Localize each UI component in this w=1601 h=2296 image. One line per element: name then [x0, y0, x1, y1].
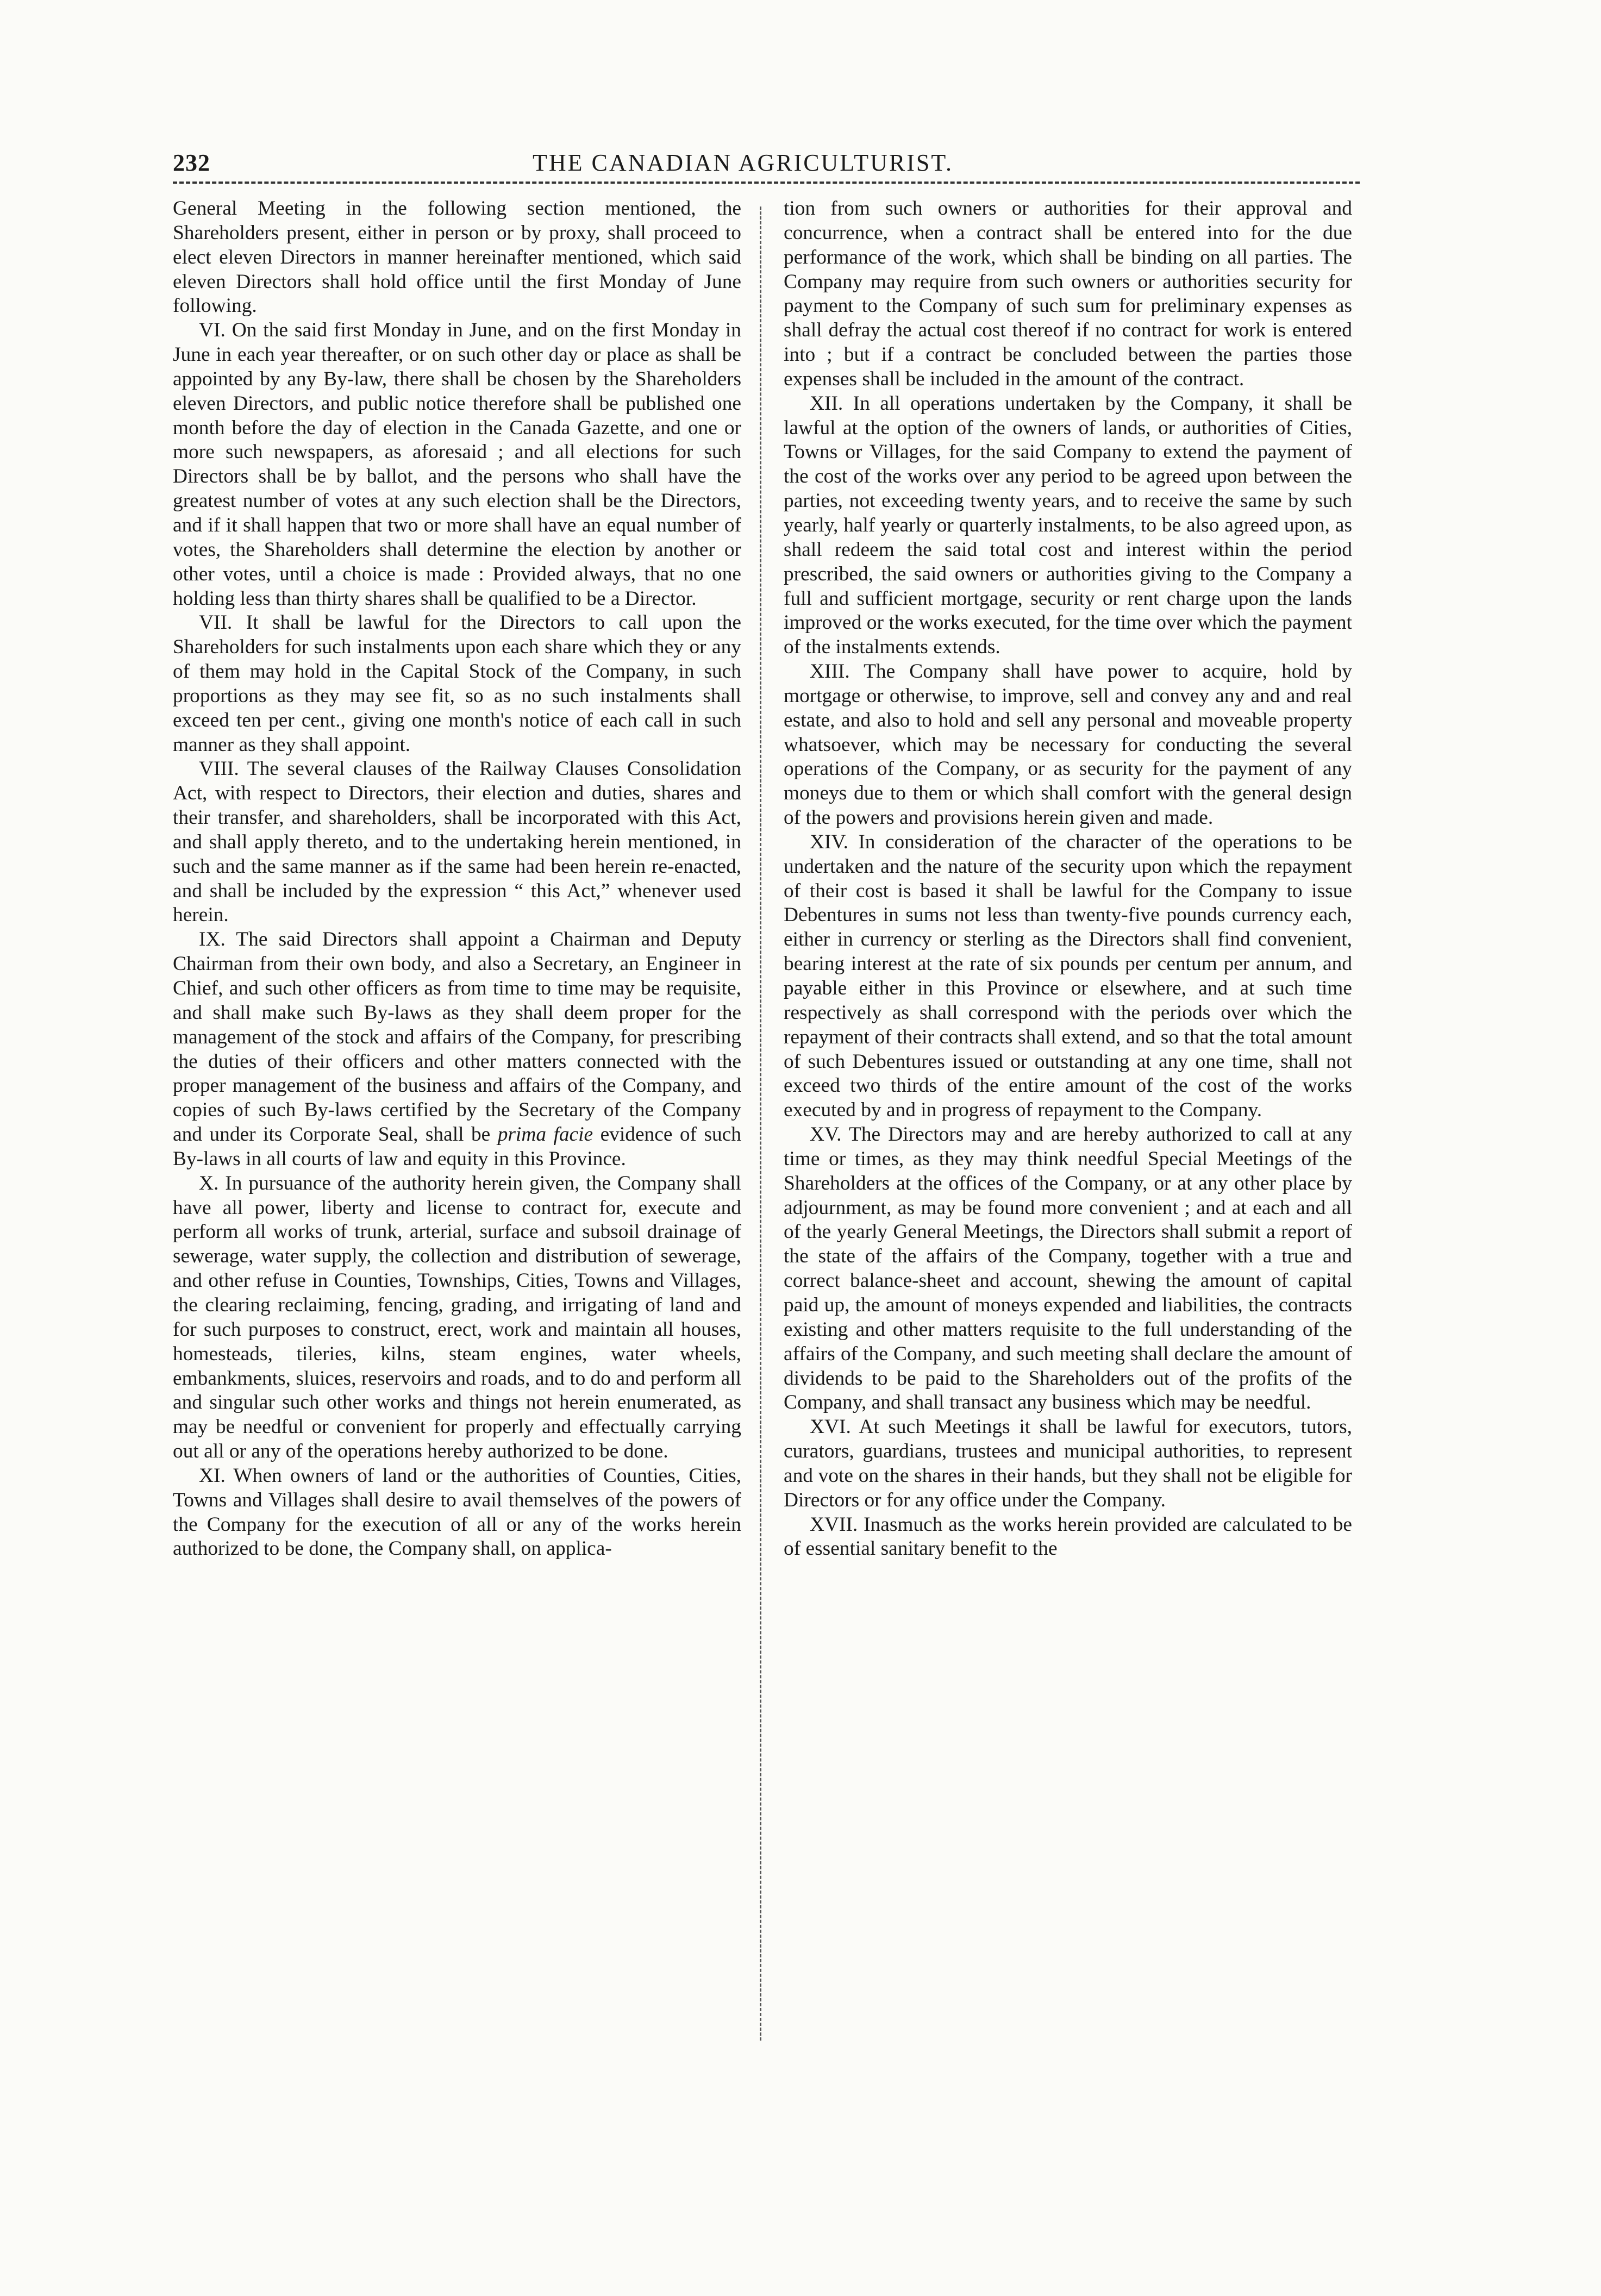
- paragraph-section-xvi: XVI. At such Meetings it shall be lawful for executors, tutors, curators, guardians, trustees and municipal authorities, to represent and vote on the shares in their hands, but they shall not be eligible for Directors or for any office under the Company.: [784, 1416, 1352, 1511]
- paragraph-section-xiv: XIV. In consideration of the character of the operations to be undertaken and the nature of the security upon which the repayment of their cost is based it shall be lawful for the Company to issue Debentures in sums not less than twenty-five pounds currency each, either in currency or sterling as the Directors shall find convenient, bearing interest at the rate of six pounds per centum per annum, and payable either in this Province or elsewhere, and at such time respectively as shall correspond with the periods over which the repayment of their contracts shall extend, and so that the total amount of such Debentures issued or outstanding at any one time, shall not exceed two thirds of the entire amount of the cost of the works executed by and in progress of repayment to the Company.: [784, 830, 1352, 1122]
- paragraph-section-xii: XII. In all operations undertaken by the Company, it shall be lawful at the option of the owners of lands, or authorities of Cities, Towns or Villages, for the said Company to extend the payment of the cost of the works over any period to be agreed upon between the parties, not exceeding twenty years, and to receive the same by such yearly, half yearly or quarterly instalments, to be also agreed upon, as shall redeem the said total cost and interest within the period prescribed, the said owners or authorities giving to the Company a full and sufficient mortgage, security or rent charge upon the lands improved or the works executed, for the time over which the payment of the instalments extends.: [784, 392, 1352, 659]
- column-divider: [760, 207, 761, 2041]
- paragraph-section-ix: IX. The said Directors shall appoint a Chairman and Deputy Chairman from their own body, and also a Secretary, an Engineer in Chief, and such other officers as from time to time may be requisite, and shall make such By-laws as they shall deem proper for the management of the stock and affairs of the Company, for prescribing the duties of their officers and other matters connected with the proper management of the business and affairs of the Company, and copies of such By-laws certified by the Secretary of the Company and under its Corporate Seal, shall be prima facie evidence of such By-laws in all courts of law and equity in this Province.: [173, 928, 741, 1170]
- paragraph-section-vi: VI. On the said first Monday in June, and on the first Monday in June in each year thereafter, or on such other day or place as shall be appointed by any By-law, there shall be chosen by the Shareholders eleven Directors, and public notice therefore shall be published one month before the day of election in the Canada Gazette, and one or more such newspapers, as aforesaid ; and all elections for such Directors shall be by ballot, and the persons who shall have the greatest number of votes at any such election shall be the Directors, and if it shall happen that two or more shall have an equal number of votes, the Shareholders shall determine the election by another or other votes, until a choice is made : Provided always, that no one holding less than thirty shares shall be qualified to be a Director.: [173, 319, 741, 610]
- right-column: [784, 197, 1352, 2044]
- paragraph-section-vii: VII. It shall be lawful for the Directors to call upon the Shareholders for such instalments upon each share which they or any of them may hold in the Capital Stock of the Company, in such proportions as they may see fit, so as no such instalments shall exceed ten per cent., giving one month's notice of each call in such manner as they shall appoint.: [173, 611, 741, 756]
- left-column: [173, 197, 741, 2044]
- paragraph-continuation: General Meeting in the following section mentioned, the Shareholders present, either in person or by proxy, shall proceed to elect eleven Directors in manner hereinafter mentioned, which said eleven Directors shall hold office until the first Monday of June following.: [173, 197, 741, 317]
- paragraph-section-xvii: XVII. Inasmuch as the works herein provided are calculated to be of essential sanitary benefit to the: [784, 1513, 1352, 1560]
- running-title: THE CANADIAN AGRICULTURIST.: [533, 149, 953, 176]
- paragraph-section-x: X. In pursuance of the authority herein given, the Company shall have all power, liberty and license to contract for, execute and perform all works of trunk, arterial, surface and subsoil drainage of sewerage, water supply, the collection and distribution of sewerage, and other refuse in Counties, Townships, Cities, Towns and Villages, the clearing reclaiming, fencing, grading, and irrigating of land and for such purposes to construct, erect, work and maintain all houses, homesteads, tileries, kilns, steam engines, water wheels, embankments, sluices, reservoirs and roads, and to do and perform all and singular such other works and things not herein enumerated, as may be needful or convenient for properly and effectually carrying out all or any of the operations hereby authorized to be done.: [173, 1172, 741, 1463]
- paragraph-continuation-xi: tion from such owners or authorities for their approval and concurrence, when a contract shall be entered into for the due performance of the work, which shall be binding on all parties. The Company may require from such owners or authorities security for payment to the Company of such sum for preliminary expenses as shall defray the actual cost thereof if no contract for work is entered into ; but if a contract be concluded between the parties those expenses shall be included in the amount of the contract.: [784, 197, 1352, 390]
- paragraph-section-xv: XV. The Directors may and are hereby authorized to call at any time or times, as they may think needful Special Meetings of the Shareholders at the offices of the Company, or at any other place by adjournment, as may be found more convenient ; and at each and all of the yearly General Meetings, the Directors shall submit a report of the state of the affairs of the Company, together with a true and correct balance-sheet and account, shewing the amount of capital paid up, the amount of moneys expended and liabilities, the contracts existing and other matters requisite to the full understanding of the affairs of the Company, and such meeting shall declare the amount of dividends to be paid to the Shareholders out of the profits of the Company, and shall transact any business which may be needful.: [784, 1123, 1352, 1414]
- paragraph-section-xiii: XIII. The Company shall have power to acquire, hold by mortgage or otherwise, to improve, sell and convey any and and real estate, and also to hold and sell any personal and moveable property whatsoever, which may be necessary for conducting the several operations of the Company, or as security for the payment of any moneys due to them or which shall comfort with the general design of the powers and provisions herein given and made.: [784, 660, 1352, 829]
- paragraph-section-xi: XI. When owners of land or the authorities of Counties, Cities, Towns and Villages shall desire to avail themselves of the powers of the Company for the execution of all or any of the works herein authorized to be done, the Company shall, on applica-: [173, 1464, 741, 1560]
- page-number: 232: [173, 149, 210, 176]
- header-rule: [173, 182, 1360, 184]
- paragraph-section-viii: VIII. The several clauses of the Railway Clauses Consolidation Act, with respect to Directors, their election and duties, shares and their transfer, and shareholders, shall be incorporated with this Act, and shall apply thereto, and to the undertaking herein mentioned, in such and the same manner as if the same had been herein re-enacted, and shall be included by the expression “ this Act,” whenever used herein.: [173, 758, 741, 927]
